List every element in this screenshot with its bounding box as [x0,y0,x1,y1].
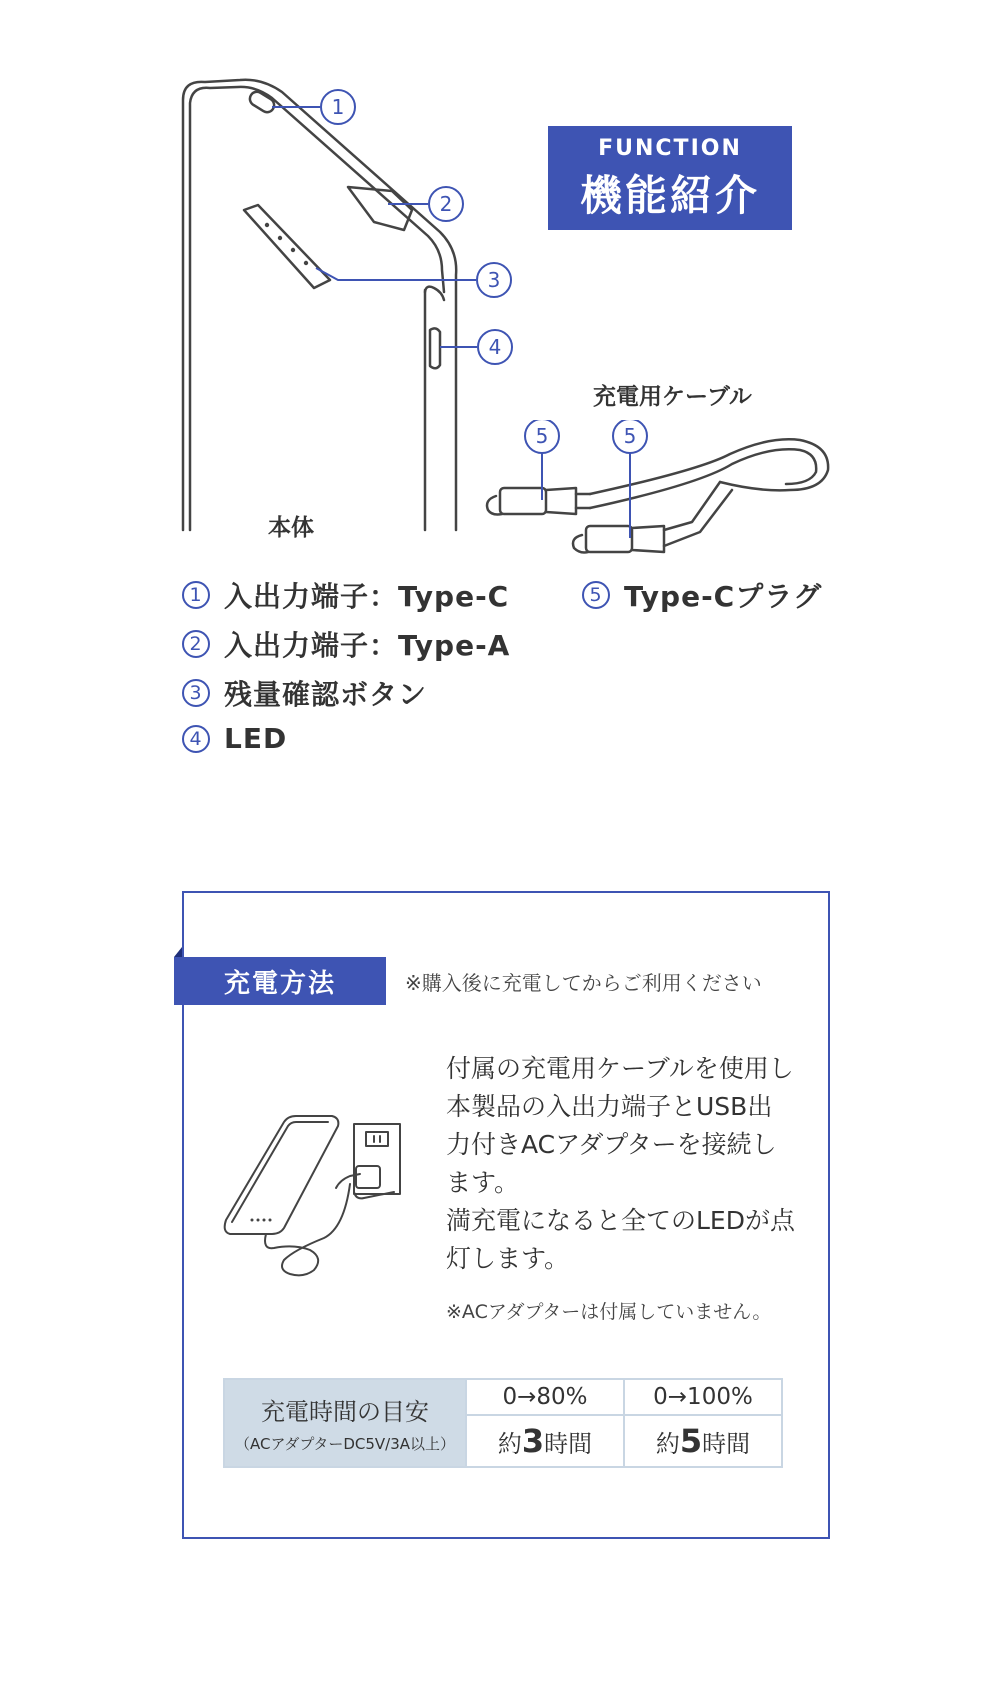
charging-note: ※購入後に充電してからご利用ください [405,971,762,995]
badge-title: 機能紹介 [579,171,760,220]
table-header-cell [224,1379,466,1467]
feature-item-1 [182,575,509,615]
feature-item-5 [582,575,822,615]
feature-label: 残量確認ボタン [224,678,428,711]
feature-label: 入出力端子：Type-C [224,580,510,613]
time-value: 3 [521,1422,545,1460]
feature-item-4 [182,722,287,755]
time-suffix: 時間 [544,1430,593,1458]
feature-label: 入出力端子：Type-A [224,629,511,662]
cable-label: 充電用ケーブル [593,384,752,410]
time-prefix: 約 [497,1430,522,1458]
feature-number: 1 [182,581,210,609]
feature-number: 5 [582,581,610,609]
percent-80-header: 0→80% [466,1379,624,1415]
time-100-cell [624,1415,782,1467]
callout-5-b: 5 [623,424,637,448]
charging-time-table [223,1378,783,1468]
time-80-cell [466,1415,624,1467]
feature-label: LED [224,722,288,755]
callout-4: 4 [488,335,502,359]
body-label: 本体 [268,515,314,541]
charging-illustration [214,1110,424,1280]
usb-c-cable-illustration [470,420,850,560]
description-paragraph: 付属の充電用ケーブルを使用し本製品の入出力端子とUSB出力付きACアダプターを接続します。 [446,1054,794,1197]
title-ribbon-fold [174,947,182,957]
table-subheader: （ACアダプターDC5V/3A以上） [234,1435,456,1453]
feature-item-3 [182,673,427,713]
feature-number: 3 [182,679,210,707]
callout-2: 2 [439,192,453,216]
description-paragraph: 満充電になると全てのLEDが点灯します。 [446,1206,795,1273]
charging-title: 充電方法 [174,957,386,1005]
callout-1: 1 [331,95,345,119]
feature-number: 4 [182,725,210,753]
time-value: 5 [679,1422,703,1460]
adapter-note: ※ACアダプターは付属していません。 [446,1301,772,1323]
charging-description [446,1050,796,1278]
time-suffix: 時間 [702,1430,751,1458]
feature-label: Type-Cプラグ [624,580,823,613]
callout-5-a: 5 [535,424,549,448]
feature-number: 2 [182,630,210,658]
badge-subtitle: FUNCTION [598,136,742,161]
percent-100-header: 0→100% [624,1379,782,1415]
table-header: 充電時間の目安 [261,1398,429,1426]
time-prefix: 約 [655,1430,680,1458]
feature-item-2 [182,624,510,664]
callout-3: 3 [487,268,501,292]
